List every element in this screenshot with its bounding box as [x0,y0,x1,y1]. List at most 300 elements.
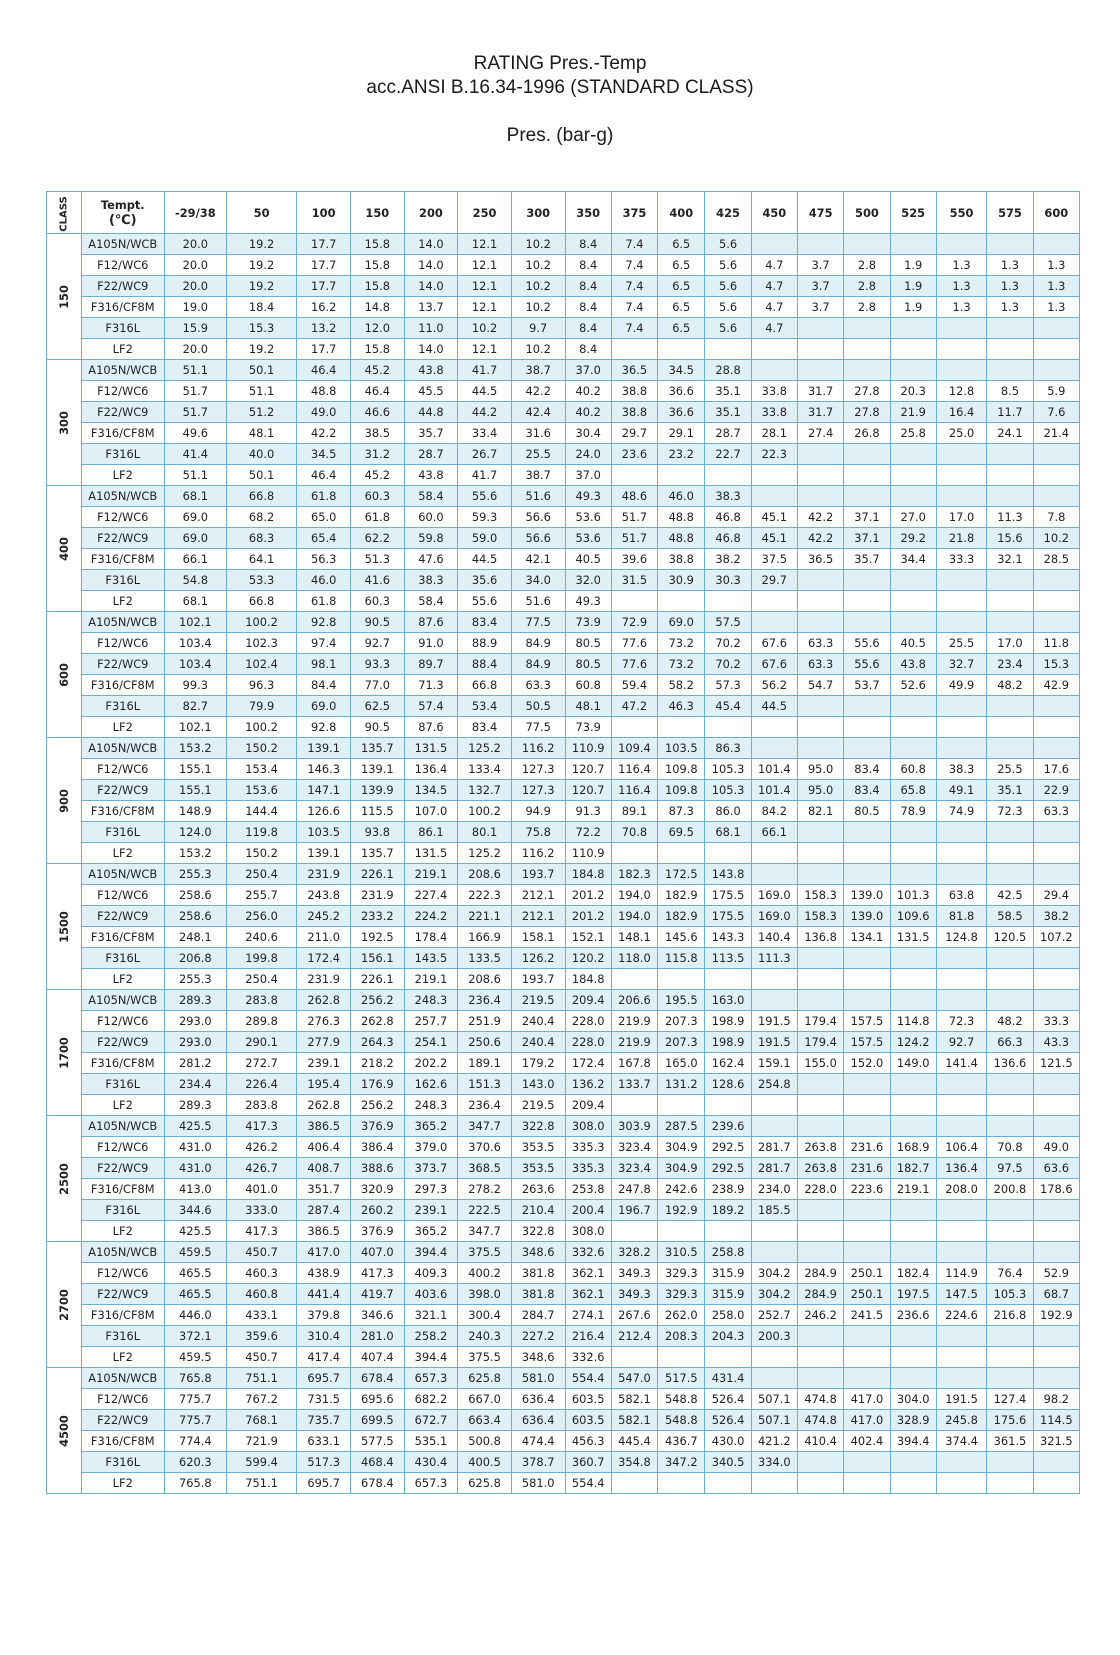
temp-header: 525 [890,192,936,234]
value-cell: 15.8 [350,339,404,360]
table-row [47,528,1080,549]
value-cell [987,444,1033,465]
value-cell: 84.2 [751,801,797,822]
material-cell: LF2 [81,1221,164,1242]
table-row [47,654,1080,675]
value-cell: 332.6 [565,1242,611,1263]
value-cell: 208.6 [458,969,512,990]
value-cell: 10.2 [1033,528,1079,549]
value-cell: 153.2 [164,843,226,864]
value-cell: 48.8 [297,381,351,402]
value-cell: 135.7 [350,738,404,759]
value-cell: 73.2 [658,633,705,654]
value-cell: 69.0 [164,507,226,528]
value-cell: 346.6 [350,1305,404,1326]
value-cell [987,1116,1033,1137]
value-cell: 347.7 [458,1116,512,1137]
value-cell: 55.6 [844,654,890,675]
value-cell: 248.1 [164,927,226,948]
value-cell: 699.5 [350,1410,404,1431]
value-cell: 255.7 [226,885,296,906]
value-cell [987,1221,1033,1242]
value-cell: 136.2 [565,1074,611,1095]
value-cell [936,570,986,591]
value-cell: 14.0 [404,276,458,297]
value-cell: 274.1 [565,1305,611,1326]
value-cell: 73.2 [658,654,705,675]
value-cell: 44.5 [458,381,512,402]
value-cell: 156.1 [350,948,404,969]
value-cell: 48.8 [658,528,705,549]
value-cell: 200.8 [987,1179,1033,1200]
value-cell [797,696,843,717]
value-cell: 29.2 [890,528,936,549]
value-cell: 50.1 [226,465,296,486]
value-cell [844,822,890,843]
value-cell: 374.4 [936,1431,986,1452]
value-cell: 51.7 [611,528,657,549]
value-cell [890,843,936,864]
table-row [47,486,1080,507]
value-cell: 93.8 [350,822,404,843]
value-cell: 204.3 [705,1326,751,1347]
value-cell: 386.5 [297,1116,351,1137]
value-cell: 66.8 [458,675,512,696]
material-cell: F12/WC6 [81,255,164,276]
value-cell: 219.1 [404,864,458,885]
value-cell: 303.9 [611,1116,657,1137]
value-cell: 2.8 [844,297,890,318]
value-cell: 116.4 [611,780,657,801]
class-cell: 1700 [47,990,82,1116]
value-cell: 5.6 [705,255,751,276]
value-cell [844,1347,890,1368]
value-cell: 38.3 [936,759,986,780]
value-cell: 386.4 [350,1137,404,1158]
table-row [47,885,1080,906]
value-cell: 254.8 [751,1074,797,1095]
value-cell [1033,990,1079,1011]
value-cell: 751.1 [226,1473,296,1494]
value-cell: 81.8 [936,906,986,927]
material-cell: F12/WC6 [81,1011,164,1032]
value-cell: 40.5 [565,549,611,570]
value-cell [987,822,1033,843]
value-cell: 417.0 [297,1242,351,1263]
value-cell: 32.7 [936,654,986,675]
value-cell: 45.2 [350,465,404,486]
value-cell: 250.4 [226,969,296,990]
material-cell: A105N/WCB [81,612,164,633]
value-cell [936,612,986,633]
class-cell: 150 [47,234,82,360]
value-cell: 672.7 [404,1410,458,1431]
value-cell: 59.3 [458,507,512,528]
value-cell: 167.8 [611,1053,657,1074]
value-cell [797,486,843,507]
value-cell [705,717,751,738]
value-cell: 191.5 [936,1389,986,1410]
value-cell: 194.0 [611,885,657,906]
value-cell: 212.4 [611,1326,657,1347]
value-cell [611,1347,657,1368]
value-cell: 409.3 [404,1263,458,1284]
value-cell: 45.5 [404,381,458,402]
value-cell: 254.1 [404,1032,458,1053]
value-cell: 379.0 [404,1137,458,1158]
value-cell: 361.5 [987,1431,1033,1452]
value-cell: 17.7 [297,276,351,297]
value-cell: 372.1 [164,1326,226,1347]
value-cell: 38.7 [511,465,565,486]
value-cell: 426.7 [226,1158,296,1179]
value-cell: 182.9 [658,885,705,906]
value-cell: 8.5 [987,381,1033,402]
value-cell: 6.5 [658,234,705,255]
value-cell: 308.0 [565,1221,611,1242]
value-cell [936,822,986,843]
table-row [47,339,1080,360]
value-cell [936,696,986,717]
value-cell: 351.7 [297,1179,351,1200]
value-cell: 251.9 [458,1011,512,1032]
value-cell: 438.9 [297,1263,351,1284]
value-cell [797,843,843,864]
value-cell: 417.3 [350,1263,404,1284]
value-cell: 25.0 [936,423,986,444]
value-cell: 33.8 [751,402,797,423]
value-cell: 1.3 [987,255,1033,276]
value-cell: 30.3 [705,570,751,591]
value-cell: 304.0 [890,1389,936,1410]
class-cell: 400 [47,486,82,612]
value-cell: 107.0 [404,801,458,822]
header-row [47,192,1080,234]
value-cell [751,969,797,990]
value-cell: 40.2 [565,402,611,423]
value-cell: 168.9 [890,1137,936,1158]
value-cell [890,1116,936,1137]
value-cell: 460.3 [226,1263,296,1284]
table-row [47,969,1080,990]
value-cell: 48.2 [987,1011,1033,1032]
value-cell: 1.9 [890,297,936,318]
value-cell: 67.6 [751,654,797,675]
table-row [47,759,1080,780]
value-cell: 133.4 [458,759,512,780]
value-cell: 62.2 [350,528,404,549]
value-cell: 80.5 [844,801,890,822]
title-line-1: RATING Pres.-Temp [473,53,647,74]
value-cell: 695.7 [297,1473,351,1494]
value-cell: 27.4 [797,423,843,444]
value-cell: 30.9 [658,570,705,591]
value-cell: 72.9 [611,612,657,633]
value-cell: 120.2 [565,948,611,969]
value-cell: 42.2 [797,507,843,528]
value-cell: 15.3 [1033,654,1079,675]
value-cell: 255.3 [164,864,226,885]
value-cell: 72.2 [565,822,611,843]
value-cell: 158.3 [797,885,843,906]
value-cell: 126.2 [511,948,565,969]
table-row [47,234,1080,255]
value-cell: 4.7 [751,318,797,339]
value-cell: 66.1 [751,822,797,843]
material-cell: F316/CF8M [81,1053,164,1074]
value-cell: 297.3 [404,1179,458,1200]
value-cell: 226.1 [350,969,404,990]
value-cell: 114.5 [1033,1410,1079,1431]
value-cell: 8.4 [565,339,611,360]
value-cell: 185.5 [751,1200,797,1221]
value-cell: 20.0 [164,255,226,276]
material-cell: F22/WC9 [81,1410,164,1431]
value-cell: 88.4 [458,654,512,675]
value-cell [936,234,986,255]
value-cell: 228.0 [565,1011,611,1032]
value-cell: 222.3 [458,885,512,906]
material-cell: LF2 [81,1347,164,1368]
value-cell: 37.0 [565,360,611,381]
value-cell: 526.4 [705,1389,751,1410]
value-cell: 135.7 [350,843,404,864]
value-cell: 86.0 [705,801,751,822]
value-cell [751,843,797,864]
material-cell: F12/WC6 [81,1389,164,1410]
value-cell: 83.4 [458,717,512,738]
value-cell [797,591,843,612]
value-cell: 143.0 [511,1074,565,1095]
value-cell [987,1347,1033,1368]
value-cell: 15.6 [987,528,1033,549]
value-cell: 216.4 [565,1326,611,1347]
table-row [47,948,1080,969]
value-cell: 159.1 [751,1053,797,1074]
value-cell [658,591,705,612]
table-row [47,444,1080,465]
value-cell [658,1473,705,1494]
table-row [47,1242,1080,1263]
value-cell: 121.5 [1033,1053,1079,1074]
value-cell: 678.4 [350,1368,404,1389]
temp-header: 575 [987,192,1033,234]
value-cell: 65.0 [297,507,351,528]
value-cell: 58.2 [658,675,705,696]
value-cell: 334.0 [751,1452,797,1473]
value-cell: 103.4 [164,633,226,654]
value-cell: 40.2 [565,381,611,402]
value-cell [890,570,936,591]
value-cell: 152.1 [565,927,611,948]
value-cell: 34.5 [297,444,351,465]
value-cell: 368.5 [458,1158,512,1179]
value-cell: 322.8 [511,1221,565,1242]
value-cell: 262.8 [350,1011,404,1032]
value-cell: 172.4 [565,1053,611,1074]
value-cell: 150.2 [226,738,296,759]
value-cell: 5.9 [1033,381,1079,402]
value-cell [890,1347,936,1368]
value-cell: 90.5 [350,717,404,738]
temp-header: 600 [1033,192,1079,234]
value-cell [844,1116,890,1137]
value-cell: 18.4 [226,297,296,318]
value-cell: 179.4 [797,1032,843,1053]
temp-header: 425 [705,192,751,234]
value-cell [890,360,936,381]
value-cell: 128.6 [705,1074,751,1095]
value-cell: 446.0 [164,1305,226,1326]
value-cell: 153.6 [226,780,296,801]
value-cell [658,339,705,360]
value-cell: 348.6 [511,1242,565,1263]
value-cell: 1.3 [987,276,1033,297]
value-cell: 65.8 [890,780,936,801]
value-cell: 39.6 [611,549,657,570]
value-cell [844,738,890,759]
table-row [47,990,1080,1011]
value-cell: 8.4 [565,276,611,297]
value-cell [797,1095,843,1116]
value-cell: 66.3 [987,1032,1033,1053]
value-cell: 31.6 [511,423,565,444]
value-cell: 42.1 [511,549,565,570]
value-cell: 13.7 [404,297,458,318]
value-cell: 678.4 [350,1473,404,1494]
table-row [47,696,1080,717]
value-cell: 212.1 [511,885,565,906]
value-cell: 376.9 [350,1116,404,1137]
value-cell: 445.4 [611,1431,657,1452]
value-cell: 210.4 [511,1200,565,1221]
table-row [47,402,1080,423]
value-cell: 17.0 [987,633,1033,654]
temp-header: 475 [797,192,843,234]
value-cell: 33.4 [458,423,512,444]
value-cell: 51.6 [511,591,565,612]
value-cell [751,1095,797,1116]
value-cell: 219.9 [611,1011,657,1032]
value-cell [936,360,986,381]
value-cell [890,612,936,633]
value-cell: 31.2 [350,444,404,465]
value-cell: 46.8 [705,507,751,528]
value-cell: 100.2 [226,717,296,738]
value-cell: 24.1 [987,423,1033,444]
value-cell: 148.9 [164,801,226,822]
value-cell [797,969,843,990]
value-cell: 44.5 [458,549,512,570]
value-cell [1033,1473,1079,1494]
value-cell: 258.6 [164,906,226,927]
class-cell: 2700 [47,1242,82,1368]
value-cell [611,717,657,738]
value-cell: 48.1 [565,696,611,717]
table-row [47,276,1080,297]
value-cell: 46.0 [297,570,351,591]
value-cell: 450.7 [226,1242,296,1263]
material-cell: F12/WC6 [81,885,164,906]
value-cell: 421.2 [751,1431,797,1452]
value-cell: 136.8 [797,927,843,948]
value-cell: 263.8 [797,1137,843,1158]
value-cell: 96.3 [226,675,296,696]
value-cell [844,1242,890,1263]
tempt-header: Tempt. (℃) [81,192,164,234]
value-cell: 45.4 [705,696,751,717]
value-cell: 166.9 [458,927,512,948]
value-cell [611,843,657,864]
value-cell [844,696,890,717]
value-cell [1033,738,1079,759]
value-cell: 323.4 [611,1137,657,1158]
value-cell: 139.0 [844,906,890,927]
material-cell: F22/WC9 [81,276,164,297]
value-cell [987,465,1033,486]
value-cell [797,1116,843,1137]
table-row [47,822,1080,843]
value-cell: 258.0 [705,1305,751,1326]
value-cell: 147.1 [297,780,351,801]
value-cell: 6.5 [658,318,705,339]
value-cell: 21.8 [936,528,986,549]
value-cell: 349.3 [611,1263,657,1284]
value-cell: 28.7 [404,444,458,465]
table-row [47,1074,1080,1095]
value-cell [658,1347,705,1368]
value-cell: 77.6 [611,654,657,675]
value-cell: 60.3 [350,591,404,612]
material-cell: A105N/WCB [81,990,164,1011]
value-cell: 49.0 [1033,1137,1079,1158]
value-cell [751,1221,797,1242]
value-cell: 348.6 [511,1347,565,1368]
value-cell: 281.7 [751,1137,797,1158]
value-cell: 38.7 [511,360,565,381]
value-cell [797,1473,843,1494]
value-cell: 80.5 [565,654,611,675]
value-cell: 66.8 [226,486,296,507]
material-cell: F316L [81,696,164,717]
value-cell [987,717,1033,738]
value-cell: 52.9 [1033,1263,1079,1284]
value-cell: 209.4 [565,1095,611,1116]
value-cell [936,990,986,1011]
value-cell [936,1221,986,1242]
value-cell: 91.0 [404,633,458,654]
value-cell: 8.4 [565,255,611,276]
value-cell: 77.5 [511,717,565,738]
value-cell [844,864,890,885]
value-cell: 1.3 [936,255,986,276]
value-cell [751,486,797,507]
value-cell [987,612,1033,633]
value-cell: 6.5 [658,297,705,318]
value-cell: 97.5 [987,1158,1033,1179]
value-cell [658,843,705,864]
value-cell [1033,612,1079,633]
value-cell: 182.9 [658,906,705,927]
value-cell [1033,486,1079,507]
value-cell [987,1200,1033,1221]
value-cell: 292.5 [705,1158,751,1179]
value-cell: 68.1 [164,486,226,507]
value-cell: 42.9 [1033,675,1079,696]
value-cell: 12.1 [458,234,512,255]
material-cell: F22/WC9 [81,528,164,549]
value-cell: 36.6 [658,381,705,402]
